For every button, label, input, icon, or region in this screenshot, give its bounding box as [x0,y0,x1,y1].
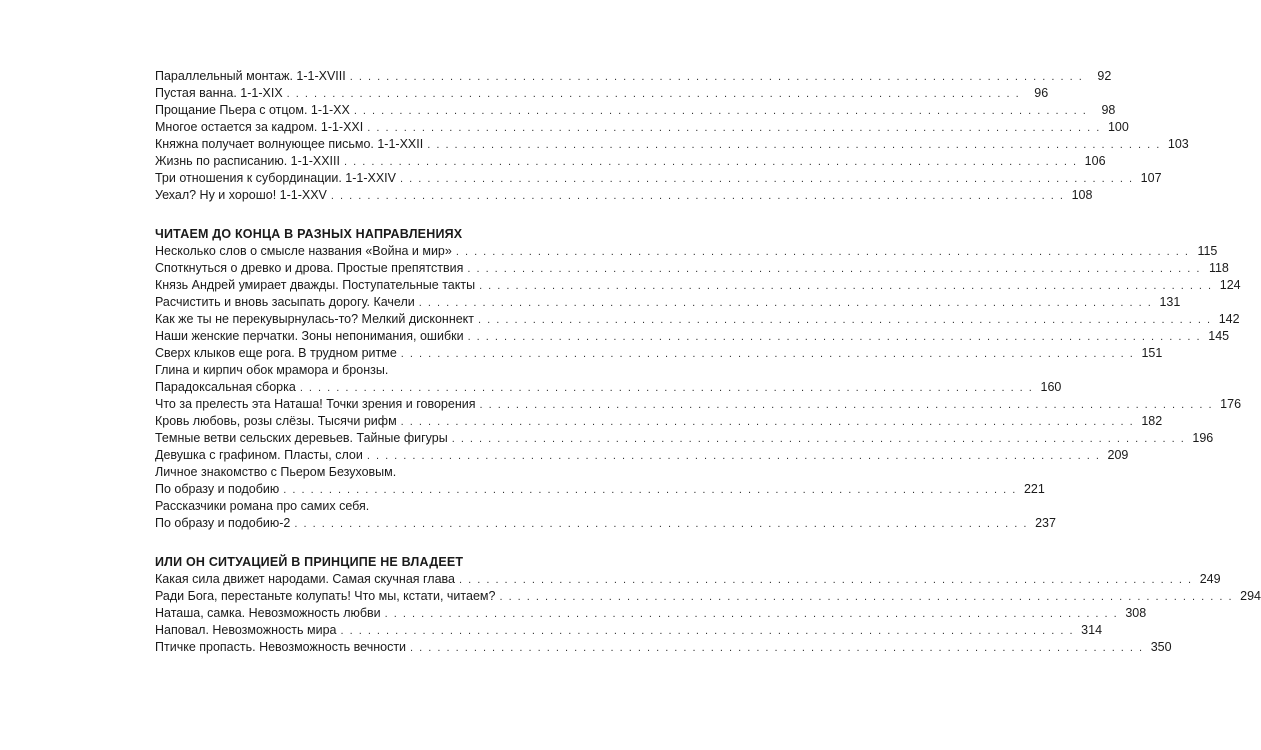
toc-entry [155,170,1162,187]
toc-entry-title: Князь Андрей умирает дважды. Поступательные такты [155,278,476,292]
dot-leader [287,86,1021,103]
toc-entry [155,187,1093,204]
dot-leader [350,69,1084,86]
toc-page-number: 294 [1240,589,1261,603]
toc-entry [155,243,1218,260]
dot-leader [467,261,1201,278]
toc-entry [155,588,1261,605]
toc-entry-line: Личное знакомство с Пьером Безуховым. [155,465,397,479]
toc-page-number: 131 [1159,295,1181,309]
section-heading: ИЛИ ОН СИТУАЦИЕЙ В ПРИНЦИПЕ НЕ ВЛАДЕЕТ [155,555,464,569]
toc-entry-title: Споткнуться о древко и дрова. Простые препятствия [155,261,464,275]
toc-entry-title: Уехал? Ну и хорошо! 1-1-XXV [155,188,327,202]
toc-entry-title: Птичке пропасть. Невозможность вечности [155,640,407,654]
toc-page-number: 209 [1107,448,1129,462]
toc-entry [155,153,1106,170]
toc-entry-title: Многое остается за кадром. 1-1-XXI [155,120,364,134]
dot-leader [283,482,1017,499]
dot-leader [331,188,1065,205]
dot-leader [300,380,1034,397]
toc-entry-title: Пустая ванна. 1-1-XIX [155,86,283,100]
toc-entry-title: Прощание Пьера с отцом. 1-1-XX [155,103,350,117]
toc-entry [155,605,1147,622]
toc-entry [155,294,1181,311]
toc-entry [155,396,1242,413]
toc-page-number: 106 [1084,154,1106,168]
section-gap [155,532,475,554]
dot-leader [354,103,1088,120]
toc-entry-title: Жизнь по расписанию. 1-1-XXIII [155,154,340,168]
toc-entry-title: Девушка с графином. Пласты, слои [155,448,363,462]
dot-leader [401,414,1135,431]
toc-page-number: 107 [1140,171,1162,185]
toc-entry-title: Что за прелесть эта Наташа! Точки зрения и говорения [155,397,476,411]
toc-entry [155,413,1163,430]
dot-leader [468,329,1202,346]
dot-leader [452,431,1186,448]
toc-entry-title: По образу и подобию-2 [155,516,291,530]
toc-entry-title: Какая сила движет народами. Самая скучная глава [155,572,455,586]
toc-page-number: 151 [1141,346,1163,360]
toc-entry [155,447,1129,464]
dot-leader [340,623,1074,640]
toc-entry [155,68,1112,85]
toc-page-number: 196 [1192,431,1214,445]
toc-page-number: 103 [1167,137,1189,151]
dot-leader [400,171,1134,188]
toc-entry-title: Княжна получает волнующее письмо. 1-1-XXII [155,137,424,151]
toc-entry [155,430,1214,447]
toc-entry [155,277,1241,294]
toc-entry [155,571,1221,588]
toc-entry-title: Парадоксальная сборка [155,380,296,394]
toc-page-number: 308 [1125,606,1147,620]
toc-entry-title: Три отношения к субординации. 1-1-XXIV [155,171,396,185]
toc-page-number: 108 [1071,188,1093,202]
dot-leader [367,120,1101,137]
toc-page-number: 176 [1220,397,1242,411]
dot-leader [478,312,1212,329]
toc-page-number: 350 [1150,640,1172,654]
toc-entry [155,119,1129,136]
toc-entry [155,85,1049,102]
toc-page-number: 96 [1034,86,1049,100]
toc-page-number: 145 [1208,329,1230,343]
toc-entry [155,260,1229,277]
toc-page-number: 92 [1097,69,1112,83]
toc-page-number: 100 [1107,120,1129,134]
dot-leader [344,154,1078,171]
dot-leader [479,278,1213,295]
toc-page-number: 249 [1199,572,1221,586]
toc-page-number: 237 [1035,516,1056,530]
toc-entry [155,311,1240,328]
section-heading: ЧИТАЕМ ДО КОНЦА В РАЗНЫХ НАПРАВЛЕНИЯХ [155,227,463,241]
dot-leader [419,295,1153,312]
toc-entry-title: Наташа, самка. Невозможность любви [155,606,381,620]
dot-leader [427,137,1161,154]
toc-entry-title: Как же ты не перекувырнулась-то? Мелкий дисконнект [155,312,475,326]
toc-entry-line: Рассказчики романа про самих себя. [155,499,370,513]
section-gap [155,204,475,226]
toc-page-number: 182 [1141,414,1163,428]
dot-leader [479,397,1213,414]
toc-page-number: 160 [1040,380,1062,394]
toc-entry-title: Параллельный монтаж. 1-1-XVIII [155,69,346,83]
toc-page-number: 221 [1023,482,1045,496]
toc-entry [155,136,1189,153]
dot-leader [456,244,1190,261]
toc-page-number: 142 [1218,312,1240,326]
toc-entry [155,639,1172,656]
toc-page-number: 98 [1101,103,1116,117]
toc-entry-title: Наповал. Невозможность мира [155,623,337,637]
toc-entry-title: Сверх клыков еще рога. В трудном ритме [155,346,397,360]
toc-entry [155,379,1062,396]
dot-leader [367,448,1101,465]
dot-leader [294,516,1028,533]
toc-page-number: 118 [1208,261,1229,275]
toc-entry-title: Темные ветви сельских деревьев. Тайные фигуры [155,431,448,445]
toc-entry-line: Глина и кирпич обок мрамора и бронзы. [155,363,389,377]
toc-page-number: 115 [1197,244,1218,258]
toc-entry [155,328,1230,345]
toc-entry-title: По образу и подобию [155,482,280,496]
toc-entry-title: Несколько слов о смысле названия «Война и мир» [155,244,452,258]
toc-entry [155,622,1103,639]
dot-leader [499,589,1233,606]
toc-entry [155,481,1045,498]
toc-entry-title: Ради Бога, перестаньте колупать! Что мы, кстати, читаем? [155,589,496,603]
toc-entry-title: Расчистить и вновь засыпать дорогу. Качели [155,295,415,309]
toc-entry [155,515,1056,532]
toc-page-number: 124 [1219,278,1241,292]
toc-entry-title: Кровь любовь, розы слёзы. Тысячи рифм [155,414,397,428]
toc-entry [155,345,1163,362]
table-of-contents [155,68,1261,656]
dot-leader [385,606,1119,623]
dot-leader [459,572,1193,589]
dot-leader [401,346,1135,363]
dot-leader [410,640,1144,657]
toc-entry-title: Наши женские перчатки. Зоны непонимания, ошибки [155,329,464,343]
toc-entry [155,102,1116,119]
toc-page-number: 314 [1081,623,1103,637]
